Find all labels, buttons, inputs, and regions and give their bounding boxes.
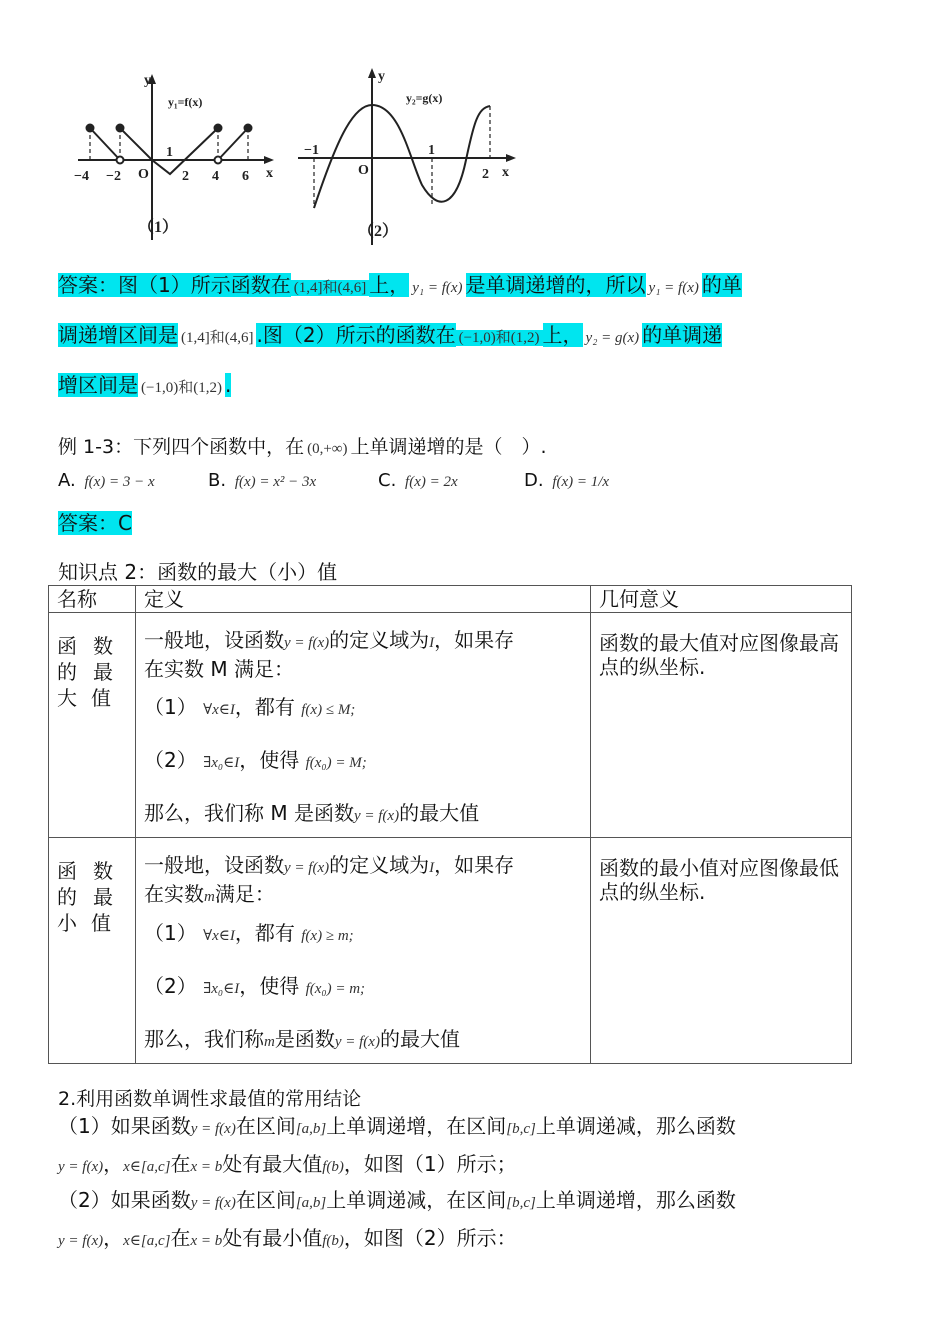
answer-math: (−1,0)和(1,2) <box>456 330 543 346</box>
choice-label: D. <box>524 470 544 491</box>
conclusion-math: x∈[a,c] <box>123 1233 171 1249</box>
conclusion-text: （1）如果函数 <box>58 1114 191 1138</box>
max-geometry: 函数的最大值对应图像最高点的纵坐标. <box>591 613 852 838</box>
max-name: 函数的最大值 <box>49 613 136 838</box>
def-math: f(x₀) = m; <box>305 981 366 997</box>
answer-text: 调递增区间是 <box>58 323 178 347</box>
def-math: m <box>204 889 215 905</box>
choice-expr: f(x) = 3 − x <box>84 474 155 490</box>
answer-text: 答案：图（1）所示函数在 <box>58 273 291 297</box>
answer-text: 增区间是 <box>58 373 138 397</box>
graph2-y-label: y <box>378 69 385 84</box>
definition-table <box>48 585 852 1064</box>
graph2-tick: 2 <box>482 167 489 182</box>
table-row-min <box>49 838 852 1064</box>
graph1-y-label: y <box>144 73 151 88</box>
def-text: 的定义域为 <box>329 853 430 877</box>
conclusion-1-line-1 <box>58 1110 736 1139</box>
graph1-tick: −4 <box>74 169 89 184</box>
graph1-caption: （1） <box>138 219 179 236</box>
choice-expr: f(x) = x² − 3x <box>234 474 317 490</box>
table-row-max <box>49 613 852 838</box>
graph1-tick: 4 <box>212 169 219 184</box>
conclusion-math: [a,b] <box>295 1195 327 1211</box>
conclusion-text: 上单调递减，那么函数 <box>535 1114 736 1138</box>
graph1-tick: 2 <box>182 169 189 184</box>
def-math: y = f(x) <box>284 635 330 651</box>
answer-math: y₂ = g(x) <box>585 330 640 346</box>
choice-a[interactable] <box>58 470 158 491</box>
def-math: m <box>264 1034 275 1050</box>
choice-expr: f(x) = 2x <box>405 474 458 490</box>
choice-b[interactable] <box>208 470 319 491</box>
def-text: （1） <box>144 695 197 719</box>
conclusion-text: 在区间 <box>235 1114 296 1138</box>
conclusion-text: 在 <box>170 1152 191 1176</box>
question-text: 例 1-3：下列四个函数中，在 <box>58 436 305 458</box>
answer-line-2 <box>58 322 722 351</box>
example-answer <box>58 510 132 536</box>
min-definition <box>136 838 591 1064</box>
def-math: f(x) ≤ M; <box>301 702 356 718</box>
conclusion-text: ， <box>103 1152 124 1176</box>
graph1-segment <box>218 128 248 160</box>
conclusion-math: y = f(x) <box>190 1121 236 1137</box>
answer-math: (1,4]和(4,6] <box>291 280 369 296</box>
def-text: （2） <box>144 974 197 998</box>
def-text: （1） <box>144 921 197 945</box>
def-text: 的定义域为 <box>329 628 430 652</box>
conclusion-text: （2）如果函数 <box>58 1188 191 1212</box>
conclusion-text: 上单调递增，在区间 <box>326 1114 507 1138</box>
def-math: I <box>429 860 435 876</box>
def-text: （2） <box>144 748 197 772</box>
def-math: y = f(x) <box>334 1034 380 1050</box>
conclusion-text: 在区间 <box>235 1188 296 1212</box>
graph1-origin: O <box>138 167 149 182</box>
def-math: f(x₀) = M; <box>305 755 367 771</box>
graph2-tick: 1 <box>428 143 435 158</box>
conclusion-2-line-2 <box>58 1222 517 1251</box>
graph2-caption: （2） <box>358 223 399 240</box>
conclusion-math: [a,b] <box>295 1121 327 1137</box>
min-geometry: 函数的最小值对应图像最低点的纵坐标. <box>591 838 852 1064</box>
conclusion-text: 上单调递减，在区间 <box>326 1188 507 1212</box>
choice-c[interactable] <box>378 470 461 491</box>
header-definition: 定义 <box>136 586 591 613</box>
def-math: ∀x∈I <box>203 702 235 718</box>
def-text: 在实数 <box>144 882 204 906</box>
answer-math: y₁ = f(x) <box>412 280 463 296</box>
conclusion-math: x∈[a,c] <box>123 1159 171 1175</box>
def-text: 满足： <box>214 882 275 906</box>
conclusion-2-line-1 <box>58 1184 736 1213</box>
graph2-function-label: y₂=g(x) <box>406 91 443 105</box>
function-graphs-figure <box>60 60 520 250</box>
def-text: ，使得 <box>239 974 300 998</box>
def-text: 一般地，设函数 <box>144 853 284 877</box>
def-text: ，如果存 <box>434 853 515 877</box>
answer-math: y₁ = f(x) <box>648 280 699 296</box>
graph2-origin: O <box>358 163 369 178</box>
graph1-tick: 1 <box>166 145 173 160</box>
graph1-function-label: y₁=f(x) <box>168 95 203 109</box>
question-text: 上单调递增的是（ ）. <box>350 436 547 458</box>
def-text: 的最大值 <box>399 801 480 825</box>
def-math: ∃x₀∈I <box>203 755 240 771</box>
graph1-tick: −2 <box>106 169 121 184</box>
def-math: I <box>429 635 435 651</box>
choice-d[interactable] <box>524 470 612 491</box>
example-answer-text: 答案：C <box>58 511 132 535</box>
def-text: 那么，我们称 <box>144 1027 264 1051</box>
knowledge-title: 知识点 2：函数的最大（小）值 <box>58 560 338 584</box>
conclusion-math: y = f(x) <box>58 1159 104 1175</box>
max-definition <box>136 613 591 838</box>
def-text: ，都有 <box>234 921 295 945</box>
conclusion-1-line-2 <box>58 1148 517 1177</box>
graph1-segment <box>90 128 120 160</box>
conclusion-text: ，如图（2）所示： <box>343 1226 517 1250</box>
def-text: ，如果存 <box>434 628 515 652</box>
conclusion-math: f(b) <box>322 1233 344 1249</box>
conclusion-math: x = b <box>190 1233 223 1249</box>
def-text: 在实数 M 满足： <box>144 657 294 681</box>
answer-line-1 <box>58 272 742 301</box>
answer-text: 上， <box>542 323 583 347</box>
conclusion-text: ， <box>103 1226 124 1250</box>
question-math: (0,+∞) <box>307 441 348 457</box>
header-name: 名称 <box>49 586 136 613</box>
def-math: y = f(x) <box>353 808 400 824</box>
conclusion-text: 处有最小值 <box>222 1226 323 1250</box>
answer-math: (−1,0)和(1,2) <box>141 380 222 396</box>
conclusion-math: y = f(x) <box>58 1233 104 1249</box>
graph2-x-label: x <box>502 165 509 180</box>
conclusion-math: [b,c] <box>506 1195 536 1211</box>
conclusion-math: x = b <box>190 1159 223 1175</box>
graph1-x-label: x <box>266 166 273 181</box>
conclusion-math: y = f(x) <box>190 1195 236 1211</box>
header-geometry: 几何意义 <box>591 586 852 613</box>
answer-text: 的单调递 <box>642 323 723 347</box>
def-text: ，使得 <box>239 748 300 772</box>
conclusion-text: 上单调递增，那么函数 <box>535 1188 736 1212</box>
def-text: 的最大值 <box>379 1027 460 1051</box>
def-math: ∃x₀∈I <box>203 981 240 997</box>
def-text: 一般地，设函数 <box>144 628 284 652</box>
answer-text: 的单 <box>701 273 742 297</box>
min-name: 函数的最小值 <box>49 838 136 1064</box>
answer-text: 是单调递增的，所以 <box>465 273 646 297</box>
def-text: 是函数 <box>274 1027 335 1051</box>
answer-line-3 <box>58 372 231 401</box>
def-math: y = f(x) <box>284 860 330 876</box>
choice-label: A. <box>58 470 76 491</box>
conclusion-text: 处有最大值 <box>222 1152 323 1176</box>
conclusion-text: ，如图（1）所示； <box>343 1152 517 1176</box>
graph2-tick: −1 <box>304 143 319 158</box>
choice-label: C. <box>378 470 397 491</box>
answer-text: .图（2）所示的函数在 <box>256 323 456 347</box>
table-header-row <box>49 586 852 613</box>
answer-text: . <box>224 373 232 397</box>
def-text: ，都有 <box>234 695 295 719</box>
conclusions-title: 2.利用函数单调性求最值的常用结论 <box>58 1088 362 1110</box>
def-text: 那么，我们称 M 是函数 <box>144 801 354 825</box>
answer-text: 上， <box>369 273 410 297</box>
graph2-curve <box>314 105 490 208</box>
conclusion-text: 在 <box>170 1226 191 1250</box>
graph1-tick: 6 <box>242 169 249 184</box>
example-question <box>58 434 547 462</box>
choice-label: B. <box>208 470 227 491</box>
def-math: ∀x∈I <box>203 928 235 944</box>
def-math: f(x) ≥ m; <box>301 928 354 944</box>
conclusion-math: f(b) <box>322 1159 344 1175</box>
choice-expr: f(x) = 1/x <box>552 474 610 490</box>
conclusion-math: [b,c] <box>506 1121 536 1137</box>
answer-math: (1,4]和(4,6] <box>181 330 254 346</box>
